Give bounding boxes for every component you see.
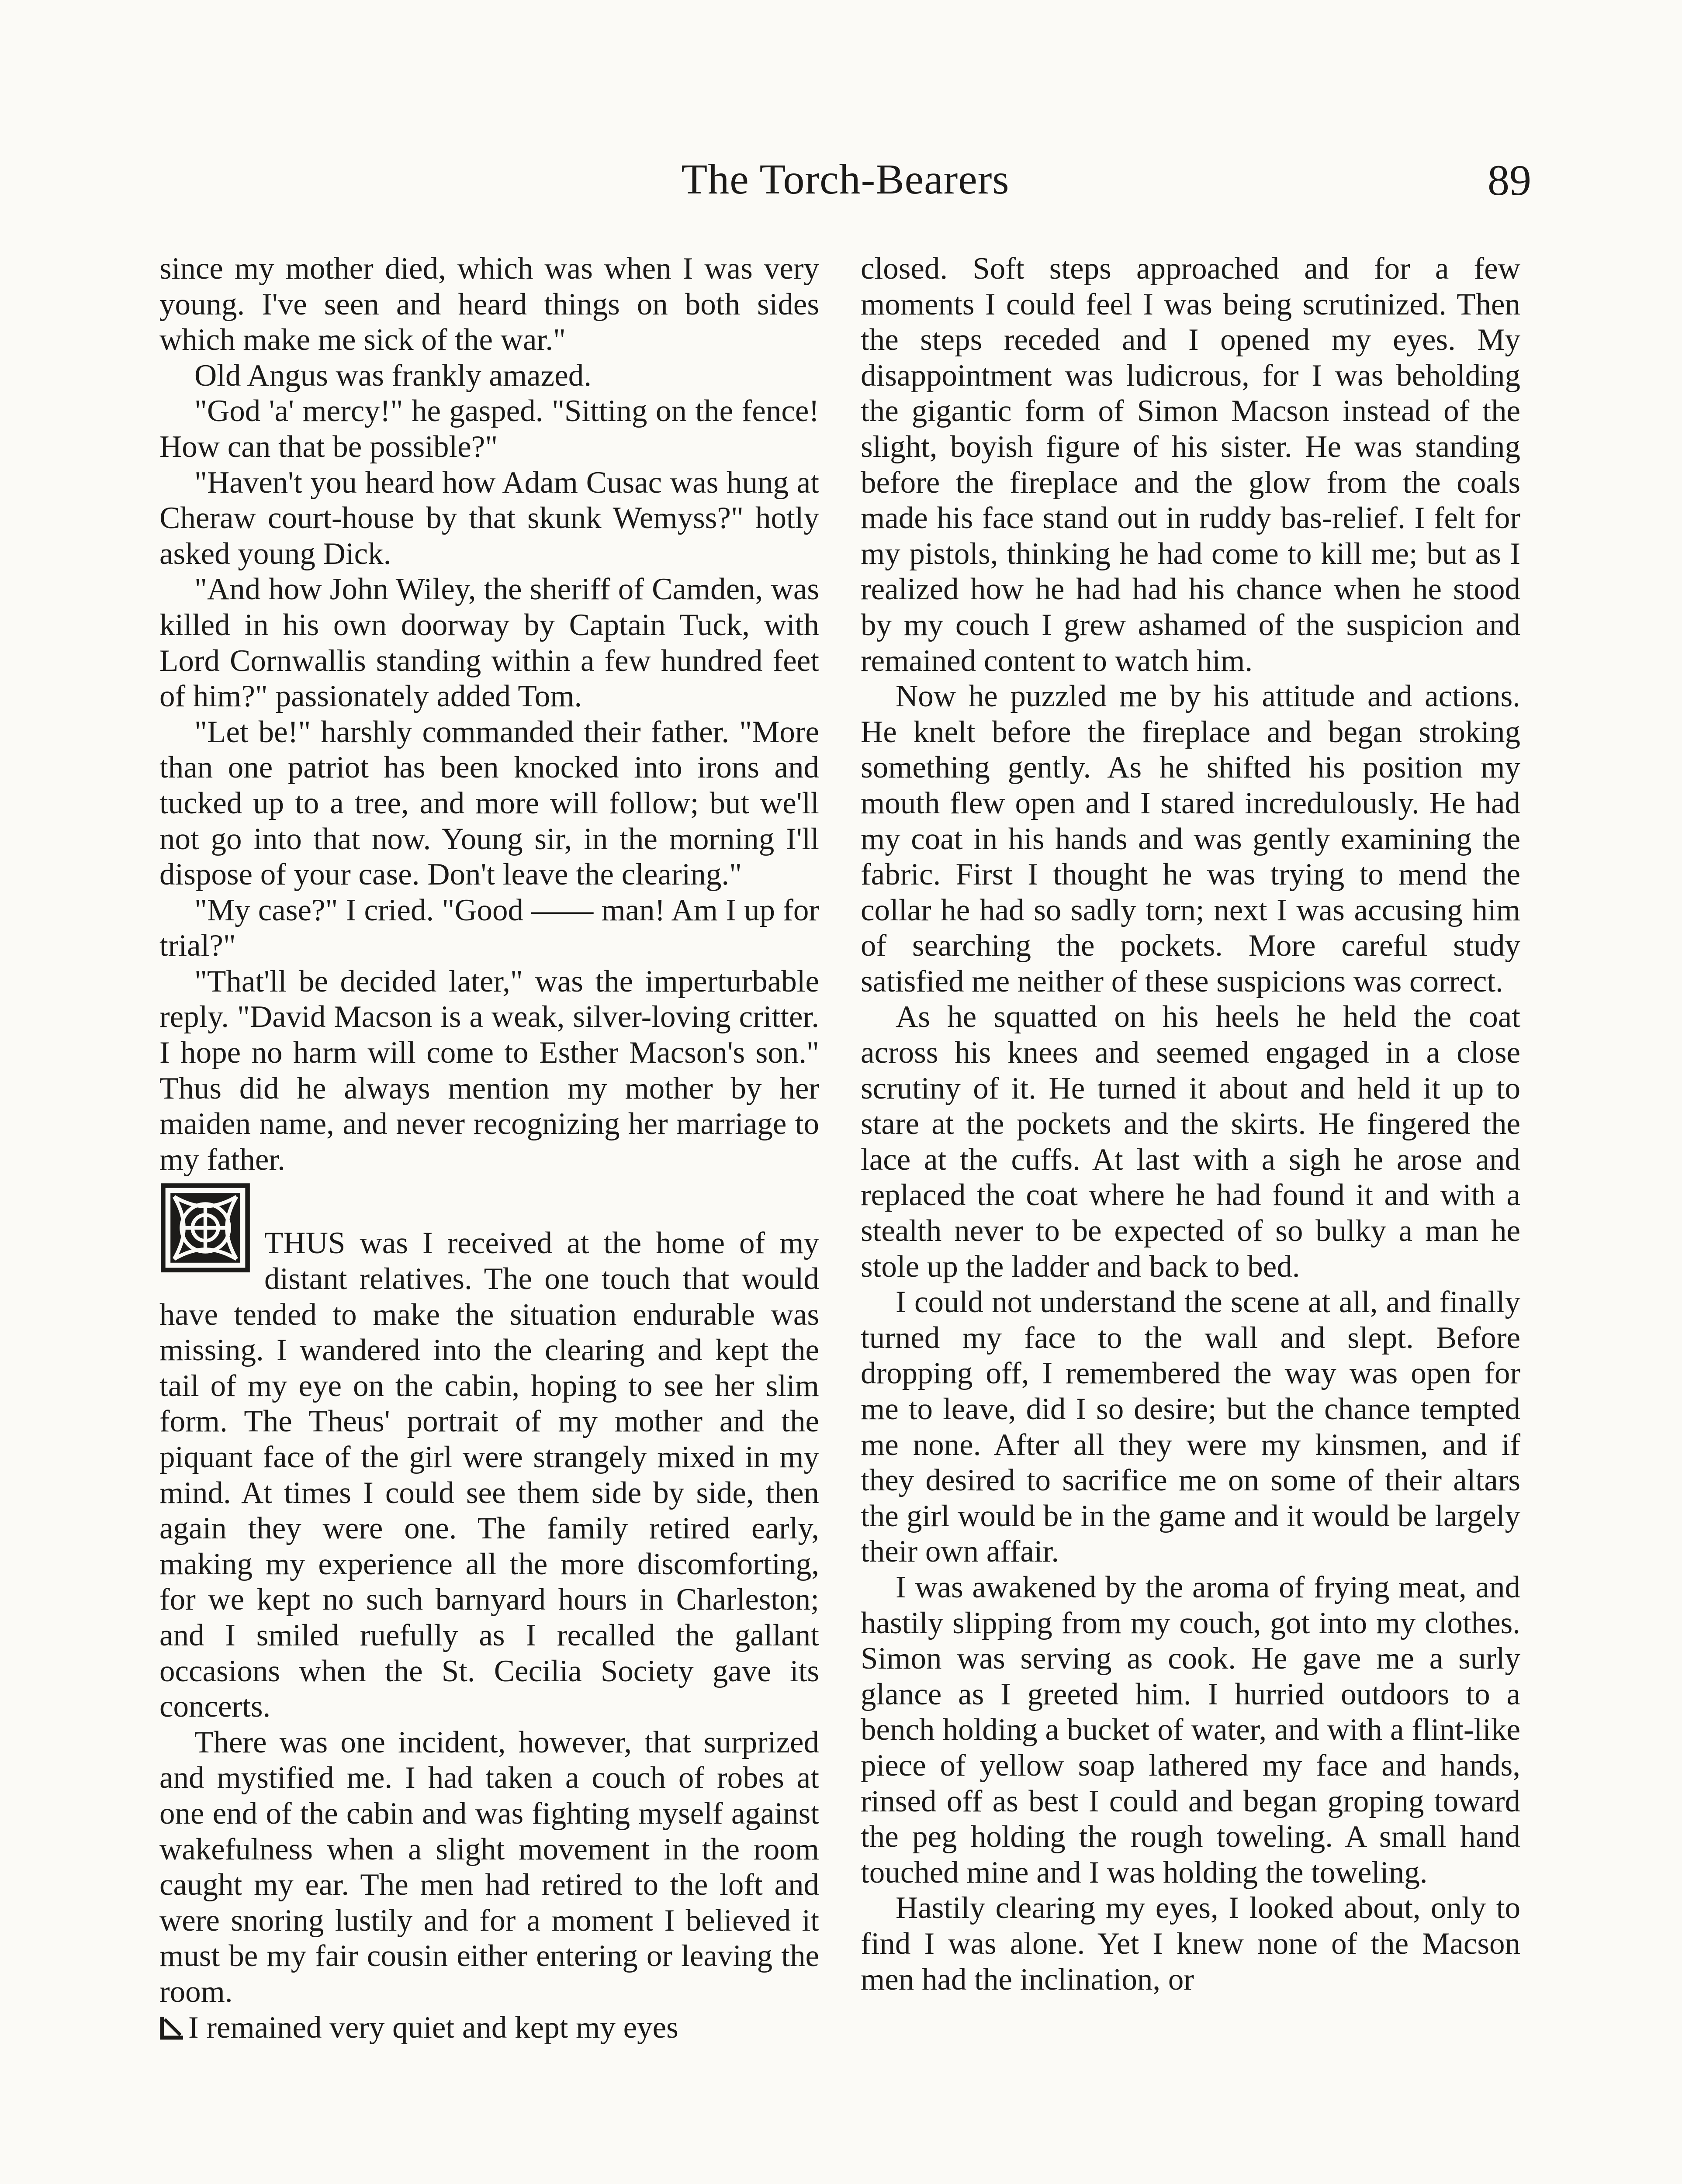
paragraph: "Haven't you heard how Adam Cusac was hung at Cheraw court-house by that skunk Wemyss?" hotly asked young Dick. xyxy=(159,465,819,571)
paragraph: "That'll be decided later," was the imperturbable reply. "David Macson is a weak, silver-loving critter. I hope no harm will come to Esther Macson's son." Thus did he always mention my mother by her maiden name, and never recognizing her marriage to my father. xyxy=(159,964,819,1177)
paragraph: "God 'a' mercy!" he gasped. "Sitting on the fence! How can that be possible?" xyxy=(159,394,819,464)
paragraph: I was awakened by the aroma of frying meat, and hastily slipping from my couch, got into my clothes. Simon was serving as cook. He gave me a surly glance as I greeted him. I hurried outdoors to a bench holding a bucket of water, and with a flint-like piece of yellow soap lathered my face and hands, rinsed off as best I could and began groping toward the peg holding the rough toweling. A small hand touched mine and I was holding the toweling. xyxy=(861,1570,1520,1890)
celtic-knot-ornament-icon xyxy=(159,1182,251,1274)
paragraph: "Let be!" harshly commanded their father. "More than one patriot has been knocked into irons and tucked up to a tree, and more will follow; but we'll not go into that now. Young sir, in the morning I'll dispose of your case. Don't leave the clearing." xyxy=(159,715,819,892)
paragraph: "My case?" I cried. "Good —— man! Am I up for trial?" xyxy=(159,893,819,963)
paragraph-final xyxy=(159,2010,819,2046)
page-number: 89 xyxy=(1488,156,1531,204)
corner-bracket-mark-icon xyxy=(159,2014,186,2040)
paragraph-text: I remained very quiet and kept my eyes xyxy=(188,2010,678,2045)
paragraph: Old Angus was frankly amazed. xyxy=(194,358,592,393)
paragraph: Now he puzzled me by his attitude and actions. He knelt before the fireplace and began stroking something gently. As he shifted his position my mouth flew open and I stared incredulously. He had my coat in his hands and was gently examining the fabric. First I thought he was trying to mend the collar he had so sadly torn; next I was accusing him of searching the pockets. More careful study satisfied me neither of these suspicions was correct. xyxy=(861,679,1520,999)
paragraph: THUS was I received at the home of my distant relatives. The one touch that would have tended to make the situation endurable was missing. I wandered into the clearing and kept the tail of my eye on the cabin, hoping to see her slim form. The Theus' portrait of my mother and the piquant face of the girl were strangely mixed in my mind. At times I could see them side by side, then again they were one. The family retired early, making my experience all the more discomforting, for we kept no such barnyard hours in Charleston; and I smiled ruefully as I recalled the gallant occasions when the St. Cecilia Society gave its concerts. xyxy=(159,1226,819,1724)
paragraph: As he squatted on his heels he held the coat across his knees and seemed engaged in a close scrutiny of it. He turned it about and held it up to stare at the pockets and the skirts. He fingered the lace at the cuffs. At last with a sigh he arose and replaced the coat where he had found it and with a stealth never to be expected of so bulky a man he stole up the ladder and back to bed. xyxy=(861,1000,1520,1284)
paragraph: "And how John Wiley, the sheriff of Camden, was killed in his own doorway by Captain Tuck, with Lord Cornwallis standing within a few hundred feet of him?" passionately added Tom. xyxy=(159,572,819,714)
paragraph: closed. Soft steps approached and for a few moments I could feel I was being scrutinized. Then the steps receded and I opened my eyes. My disappointment was ludicrous, for I was beholding the gigantic form of Simon Macson instead of the slight, boyish figure of his sister. He was standing before the fireplace and the glow from the coals made his face stand out in ruddy bas-relief. I felt for my pistols, thinking he had come to kill me; but as I realized how he had had his chance when he stood by my couch I grew ashamed of the suspicion and remained content to watch him. xyxy=(861,252,1520,678)
running-title: The Torch-Bearers xyxy=(681,156,1010,203)
paragraph: I could not understand the scene at all, and finally turned my face to the wall and slept. Before dropping off, I remembered the way was open for me to leave, did I so desire; but the chance tempted me none. After all they were my kinsmen, and if they desired to sacrifice me on some of their altars the girl would be in the game and it would be largely their own affair. xyxy=(861,1285,1520,1569)
paragraph: since my mother died, which was when I was very young. I've seen and heard things on both sides which make me sick of the war." xyxy=(159,252,819,357)
running-head xyxy=(159,155,1531,212)
paragraph: There was one incident, however, that surprized and mystified me. I had taken a couch of robes at one end of the cabin and was fighting myself against wakefulness when a slight movement in the room caught my ear. The men had retired to the loft and were snoring lustily and for a moment I believed it must be my fair cousin either entering or leaving the room. xyxy=(159,1725,819,2009)
left-column xyxy=(159,251,819,2046)
right-column xyxy=(861,251,1520,1997)
paragraph: Hastily clearing my eyes, I looked about, only to find I was alone. Yet I knew none of the Macson men had the inclination, or xyxy=(861,1891,1520,1997)
